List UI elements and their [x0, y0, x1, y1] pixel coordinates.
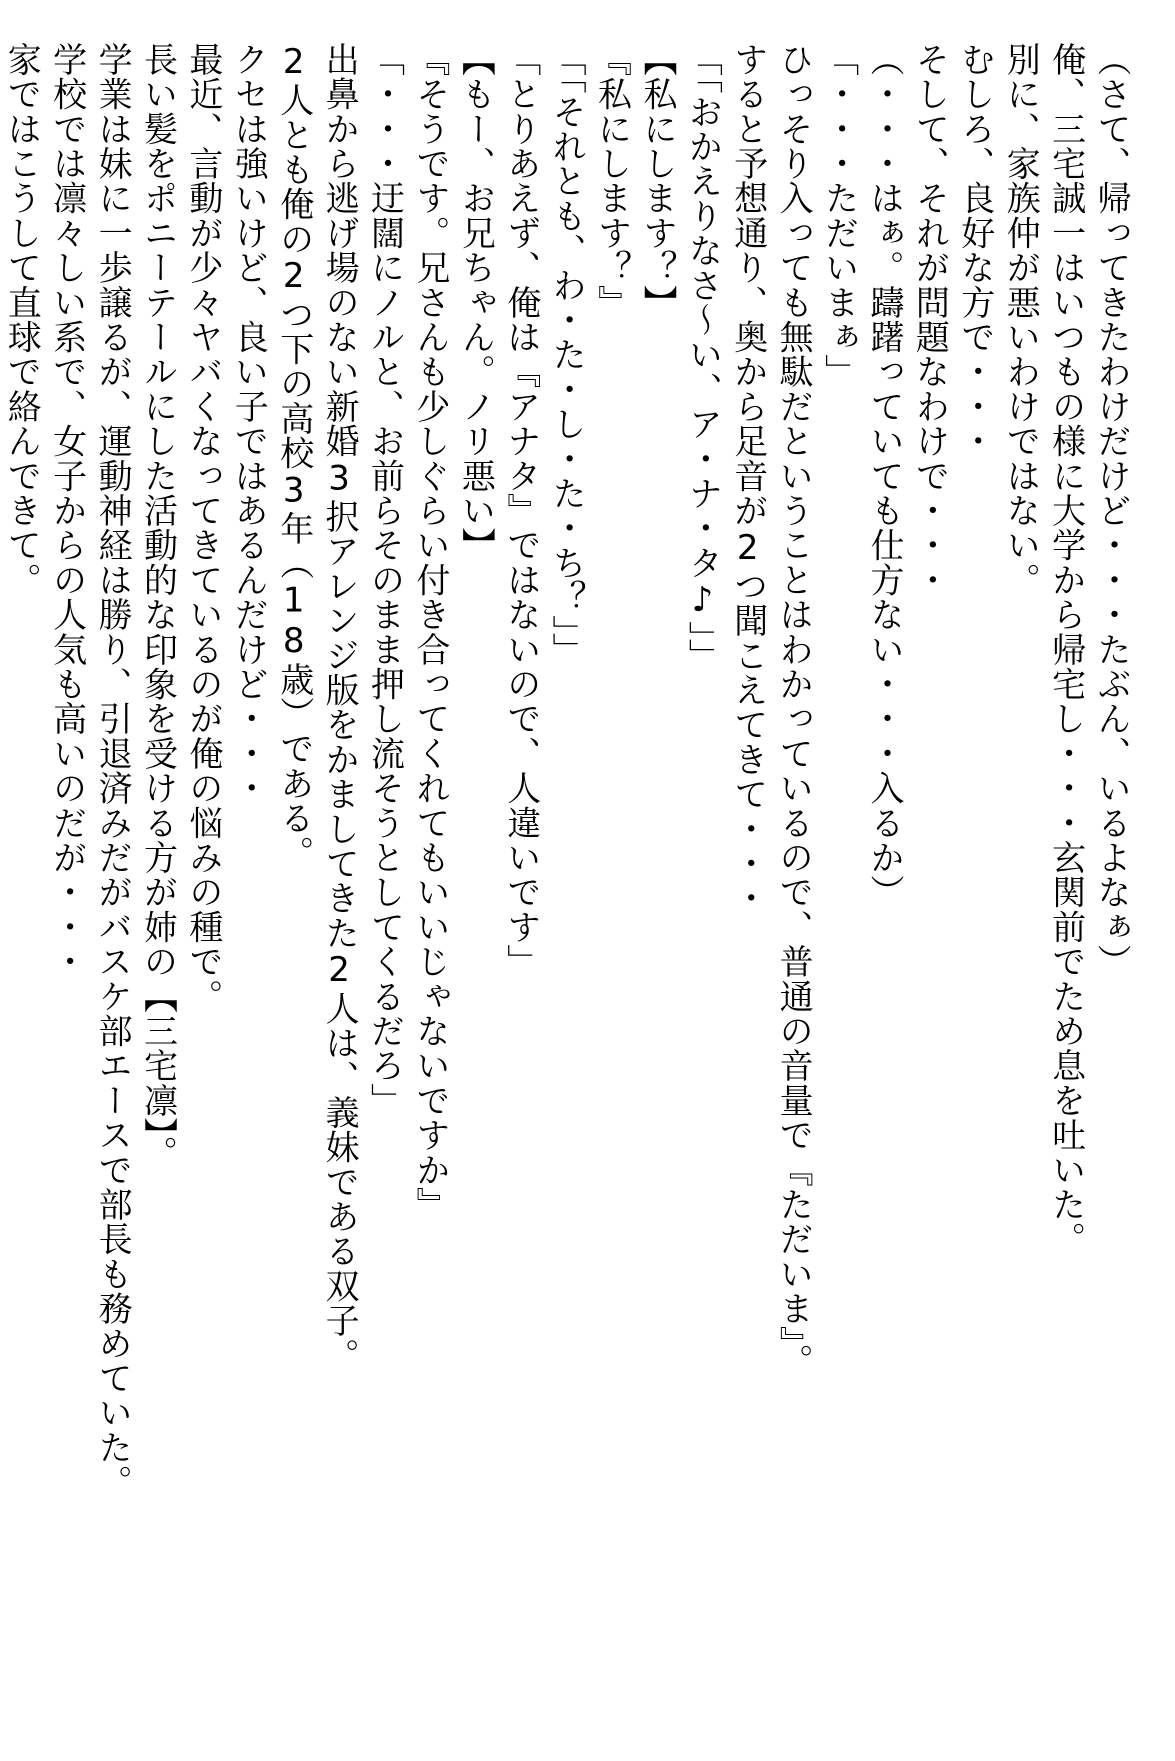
- text-line: むしろ、良好な方で・・・: [954, 42, 995, 459]
- text-line: 「「おかえりなさ～い、ア・ナ・タ♪」」: [682, 42, 723, 674]
- text-line: 最近、言動が少々ヤバくなってきているのが俺の悩みの種で。: [182, 42, 223, 1014]
- text-line: 俺、三宅誠一はいつもの様に大学から帰宅し・・・玄関前でため息を吐いた。: [1045, 42, 1086, 1257]
- vertical-text-body: [1, 42, 1133, 1722]
- text-line: 学校では凛々しい系で、女子からの人気も高いのだが・・・: [46, 42, 87, 979]
- text-line: 出鼻から逃げ場のない新婚3択アレンジ版をかましてきた2人は、義妹である双子。: [319, 42, 360, 1373]
- text-line: クセは強いけど、良い子ではあるんだけど・・・: [228, 42, 269, 806]
- text-line: 【私にします？】: [636, 42, 677, 320]
- text-line: 「・・・迂闊にノルと、お前らそのまま押し流そうとしてくるだろ」: [364, 42, 405, 1118]
- text-line: 「「それとも、わ・た・し・た・ち？」」: [546, 42, 587, 668]
- text-line: そして、それが問題なわけで・・・: [909, 42, 950, 598]
- text-line: 『そうです。兄さんも少しぐらい付き合ってくれてもいいじゃないですか』: [409, 42, 450, 1222]
- text-line: 「とりあえず、俺は『アナタ』ではないので、人違いです」: [500, 42, 541, 979]
- text-line: （さて、帰ってきたわけだけど・・・たぶん、いるよなぁ）: [1091, 42, 1131, 979]
- text-line: 「・・・ただいまぁ」: [818, 42, 859, 389]
- text-line: 長い髪をポニーテールにした活動的な印象を受ける方が姉の【三宅凛】。: [137, 42, 178, 1171]
- text-line: 家ではこうして直球で絡んできて。: [1, 42, 42, 598]
- text-line: 2人とも俺の2つ下の高校3年（18歳）である。: [273, 42, 314, 871]
- text-line: すると予想通り、奥から足音が2つ聞こえてきて・・・: [727, 42, 768, 916]
- text-line: ひっそり入っても無駄だということはわかっているので、普通の音量で『ただいま』。: [773, 42, 814, 1379]
- text-line: 【もー、お兄ちゃん。ノリ悪い】: [455, 42, 496, 563]
- text-line: 別に、家族仲が悪いわけではない。: [1000, 42, 1041, 598]
- text-line: 『私にします？』: [591, 42, 632, 320]
- text-line: 学業は妹に一歩譲るが、運動神経は勝り、引退済みだがバスケ部エースで部長も務めていた。: [92, 42, 133, 1500]
- text-line: （・・・はぁ。躊躇っていても仕方ない・・・入るか）: [863, 42, 904, 910]
